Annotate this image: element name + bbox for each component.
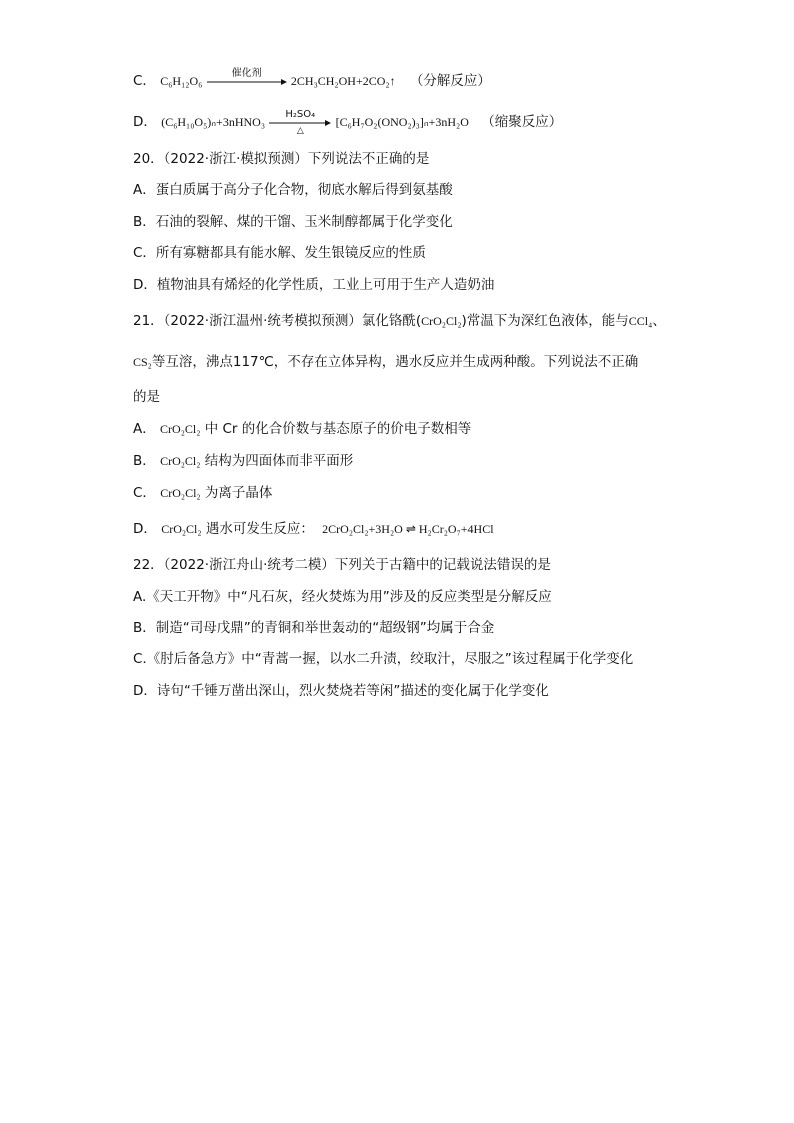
question-21-line3: 的是 bbox=[133, 389, 160, 405]
option-b-20: B．石油的裂解、煤的干馏、玉米制醇都属于化学变化 bbox=[133, 214, 453, 230]
option-text: 中 Cr 的化合价数与基态原子的价电子数相等 bbox=[204, 421, 472, 437]
formula: CS₂ bbox=[133, 355, 152, 369]
option-d-19 bbox=[133, 109, 563, 136]
option-c-20: C．所有寡糖都具有能水解、发生银镜反应的性质 bbox=[133, 245, 426, 261]
option-b-22: B．制造“司母戊鼎”的青铜和举世轰动的“超级钢”均属于合金 bbox=[133, 620, 495, 636]
option-a-21 bbox=[133, 420, 471, 438]
option-text: 结构为四面体而非平面形 bbox=[204, 453, 354, 469]
question-text: )常温下为深红色液体，能与 bbox=[461, 313, 629, 329]
question-21-line2 bbox=[133, 353, 638, 371]
option-d-20: D．植物油具有烯烃的化学性质，工业上可用于生产人造奶油 bbox=[133, 277, 495, 293]
option-c-19 bbox=[133, 68, 491, 90]
option-label: C． bbox=[133, 73, 156, 89]
question-22: 22．（2022·浙江舟山·统考二模）下列关于古籍中的记载说法错误的是 bbox=[133, 557, 551, 573]
formula: CrO₂Cl₂ bbox=[160, 422, 201, 436]
option-label: B． bbox=[133, 453, 156, 469]
option-label: D． bbox=[133, 114, 157, 130]
reaction-type-note: （分解反应） bbox=[409, 73, 491, 89]
condition-under: △ bbox=[296, 126, 304, 136]
option-c-22: C.《肘后备急方》中“青蒿一握，以水二升渍，绞取汁，尽服之”该过程属于化学变化 bbox=[133, 651, 634, 667]
option-d-22: D．诗句“千锤万凿出深山，烈火焚烧若等闲”描述的变化属于化学变化 bbox=[133, 683, 549, 699]
catalyst-label: 催化剂 bbox=[231, 68, 262, 79]
product-formula: 2CH₃CH₂OH+2CO₂↑ bbox=[290, 74, 396, 88]
option-c-21 bbox=[133, 484, 272, 502]
reaction-type-note: （缩聚反应） bbox=[481, 114, 563, 130]
question-20: 20．（2022·浙江·模拟预测）下列说法不正确的是 bbox=[133, 151, 430, 167]
formula: CrO₂Cl₂ bbox=[160, 486, 201, 500]
reactant-formula: (C₆H₁₀O₅)ₙ+3nHNO₃ bbox=[161, 115, 265, 129]
option-b-21 bbox=[133, 452, 353, 470]
option-text: 遇水可发生反应： bbox=[205, 521, 314, 537]
condition-over: H₂SO₄ bbox=[285, 109, 316, 120]
option-text: 为离子晶体 bbox=[204, 485, 273, 501]
formula: CrO₂Cl₂ bbox=[160, 454, 201, 468]
reactant-formula: C₆H₁₂O₆ bbox=[160, 74, 203, 88]
question-text: 等互溶，沸点117℃，不存在立体异构，遇水反应并生成两种酸。下列说法不正确 bbox=[151, 354, 639, 370]
option-d-21 bbox=[133, 520, 494, 538]
formula: CrO₂Cl₂ bbox=[421, 314, 462, 328]
reaction-arrow bbox=[207, 68, 287, 90]
formula: CCl₄ bbox=[628, 314, 653, 328]
option-label: A． bbox=[133, 421, 156, 437]
option-label: D． bbox=[133, 521, 157, 537]
question-text: 、 bbox=[652, 313, 666, 329]
option-label: C． bbox=[133, 485, 156, 501]
question-21-line1 bbox=[133, 312, 666, 330]
question-text: 21．（2022·浙江温州·统考模拟预测）氯化铬酰( bbox=[133, 313, 422, 329]
product-formula: [C₆H₇O₂(ONO₂)₃]ₙ+3nH₂O bbox=[335, 115, 469, 129]
equation: 2CrO₂Cl₂+3H₂O ⇌ H₂Cr₂O₇+4HCl bbox=[322, 522, 494, 536]
option-a-20: A．蛋白质属于高分子化合物，彻底水解后得到氨基酸 bbox=[133, 182, 453, 198]
reaction-arrow bbox=[269, 109, 331, 136]
formula: CrO₂Cl₂ bbox=[161, 522, 202, 536]
option-a-22: A.《天工开物》中“凡石灰，经火焚炼为用”涉及的反应类型是分解反应 bbox=[133, 589, 552, 605]
